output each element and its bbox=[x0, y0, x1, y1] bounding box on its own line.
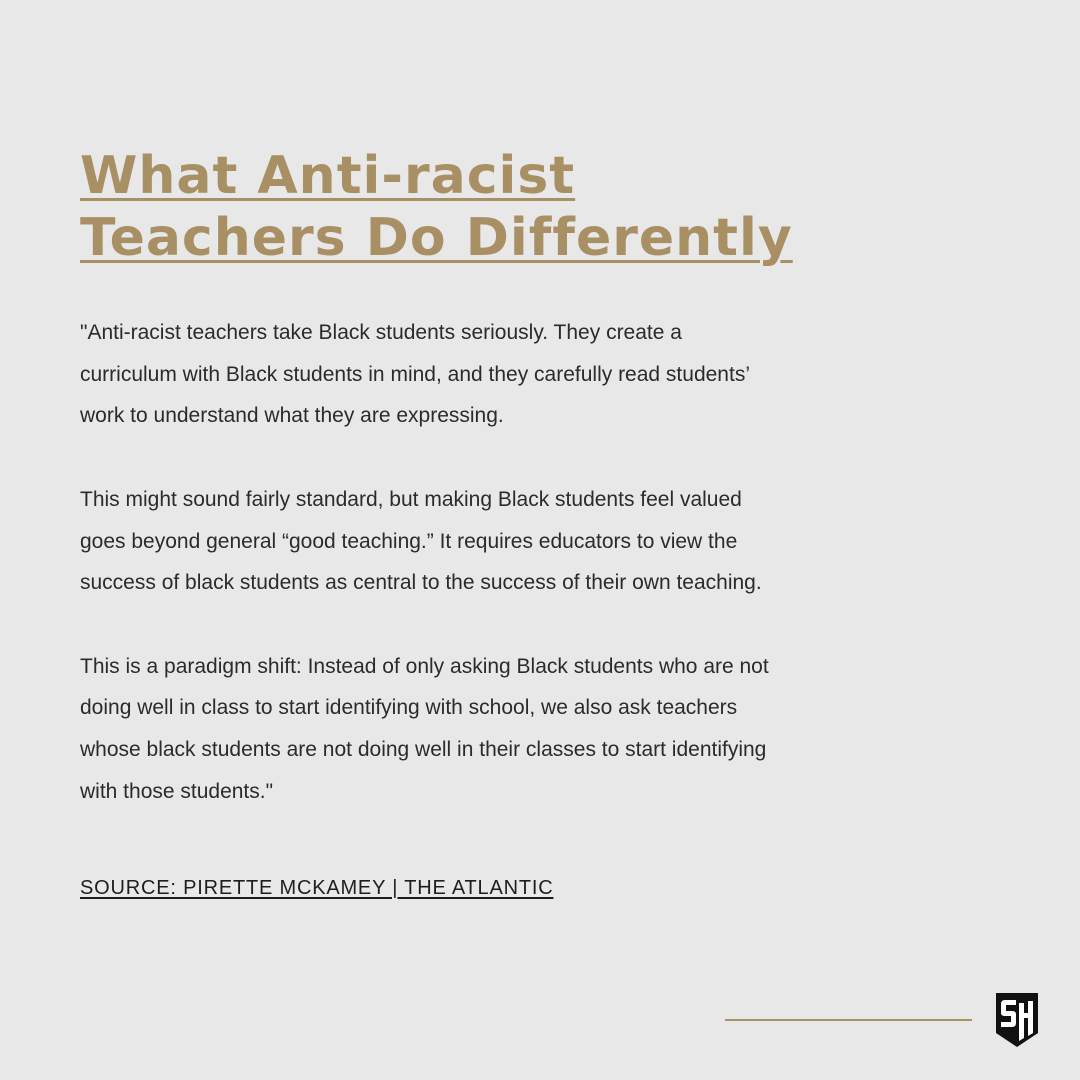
logo-s-letter bbox=[1001, 1000, 1016, 1027]
quote-paragraph-2 bbox=[80, 479, 940, 604]
text-line: This is a paradigm shift: Instead of only asking Black students who are not bbox=[80, 654, 769, 678]
title-line-2: Teachers Do Differently bbox=[80, 208, 793, 268]
text-line: curriculum with Black students in mind, and they carefully read students’ bbox=[80, 362, 750, 386]
source-citation: SOURCE: PIRETTE MCKAMEY | THE ATLANTIC bbox=[80, 877, 554, 899]
text-line: doing well in class to start identifying with school, we also ask teachers bbox=[80, 696, 738, 720]
text-line: success of black students as central to the success of their own teaching. bbox=[80, 571, 762, 595]
quote-paragraph-3 bbox=[80, 646, 940, 813]
title-line-1: What Anti-racist bbox=[80, 146, 576, 206]
quote-paragraph-1 bbox=[80, 312, 940, 437]
page-title bbox=[80, 145, 980, 269]
text-line: with those students." bbox=[80, 779, 274, 803]
text-line: This might sound fairly standard, but making Black students feel valued bbox=[80, 487, 742, 511]
text-line: work to understand what they are expressing. bbox=[80, 404, 504, 428]
quote-body bbox=[80, 312, 940, 854]
text-line: "Anti-racist teachers take Black students seriously. They create a bbox=[80, 321, 682, 344]
text-line: goes beyond general “good teaching.” It requires educators to view the bbox=[80, 529, 738, 553]
shield-sh-logo-icon bbox=[996, 993, 1038, 1047]
text-line: whose black students are not doing well in their classes to start identifying bbox=[80, 738, 767, 761]
footer-divider bbox=[725, 1019, 972, 1021]
